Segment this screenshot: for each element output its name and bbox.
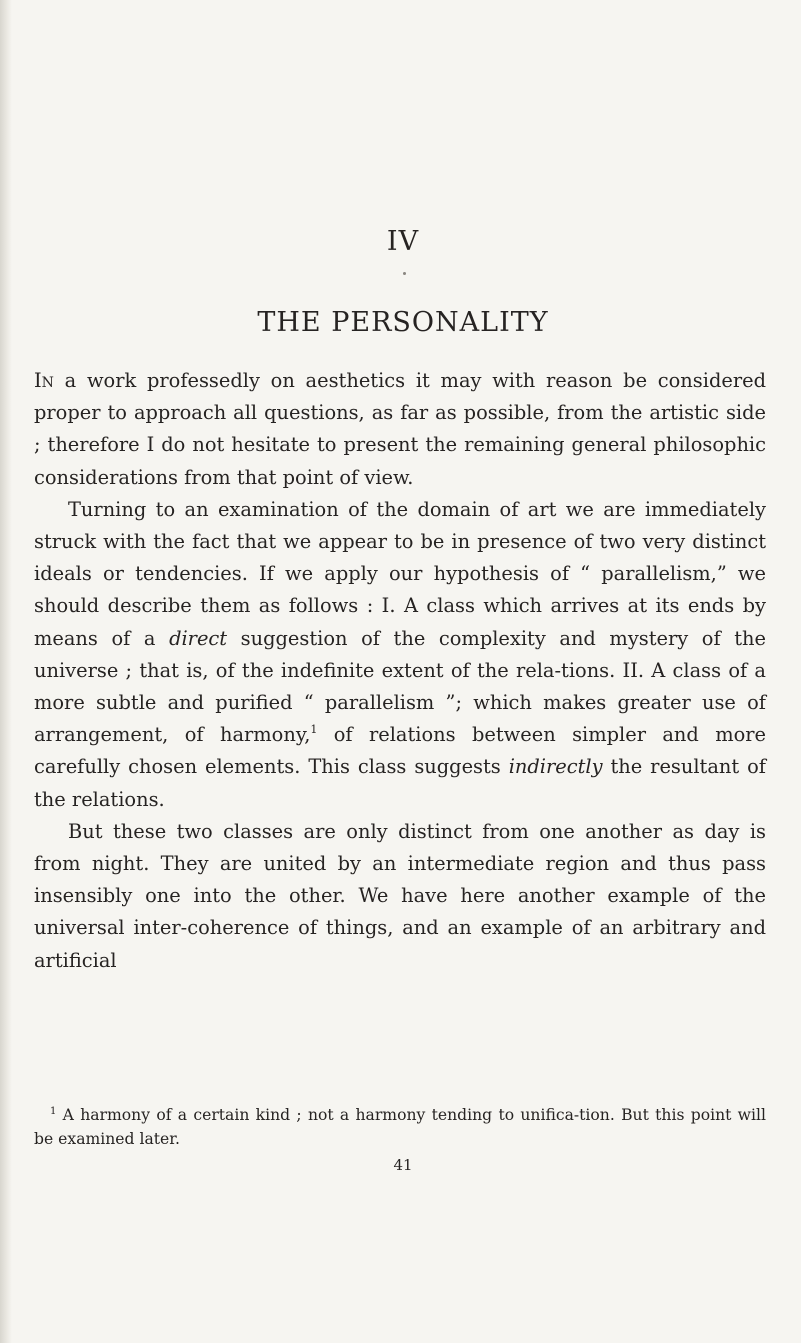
page-gutter-shadow [0,0,12,1343]
paragraph-2 [34,494,766,816]
paragraph-3 [34,816,766,977]
paragraph-2-text-b: suggestion of the complexity and mystery of the universe ; that is, of the indefinite extent of the rela-tions. II. A class of a more subtle and purified “ parallelism ”; which makes greater use of arrangement, of harmony, [34,626,767,747]
paragraph-2-text-d: the resultant of the relations. [34,755,766,811]
paragraph-3-text: But these two classes are only distinct from one another as day is from night. They are united by an intermediate region and thus pass insensibly one into the other. We have here another example of the universal inter-coherence of things, and an example of an arbitrary and artificial [34,819,766,972]
chapter-title: THE PERSONALITY [257,307,549,338]
paragraph-1 [34,365,766,494]
paragraph-2-text-c: of relations between simpler and more carefully chosen elements. This class suggests [34,723,766,779]
emphasis-indirectly: indirectly [508,755,603,779]
footnote-marker: 1 [50,1106,57,1117]
footnote [34,1103,766,1151]
body-text [34,365,766,977]
emphasis-direct: direct [169,626,228,650]
paragraph-1-lead-word: In [34,369,54,392]
footnote-text: A harmony of a certain kind ; not a harmony tending to unifica-tion. But this point will be examined later. [34,1106,766,1148]
chapter-number: IV [386,226,420,257]
footnote-reference: 1 [310,723,318,737]
page-number: 41 [393,1156,413,1174]
chapter-ornament-dot [403,272,406,275]
paragraph-1-text: a work professedly on aesthetics it may with reason be considered proper to approach all questions, as far as possible, from the artistic side ; therefore I do not hesitate to present the remaining general philosophic considerations from that point of view. [34,369,766,489]
paragraph-2-text-a: Turning to an examination of the domain of art we are immediately struck with the fact that we appear to be in presence of two very distinct ideals or tendencies. If we apply our hypothesis of “ parallelism,” we should describe them as follows : I. A class which arrives at its ends by means of a [34,497,766,650]
